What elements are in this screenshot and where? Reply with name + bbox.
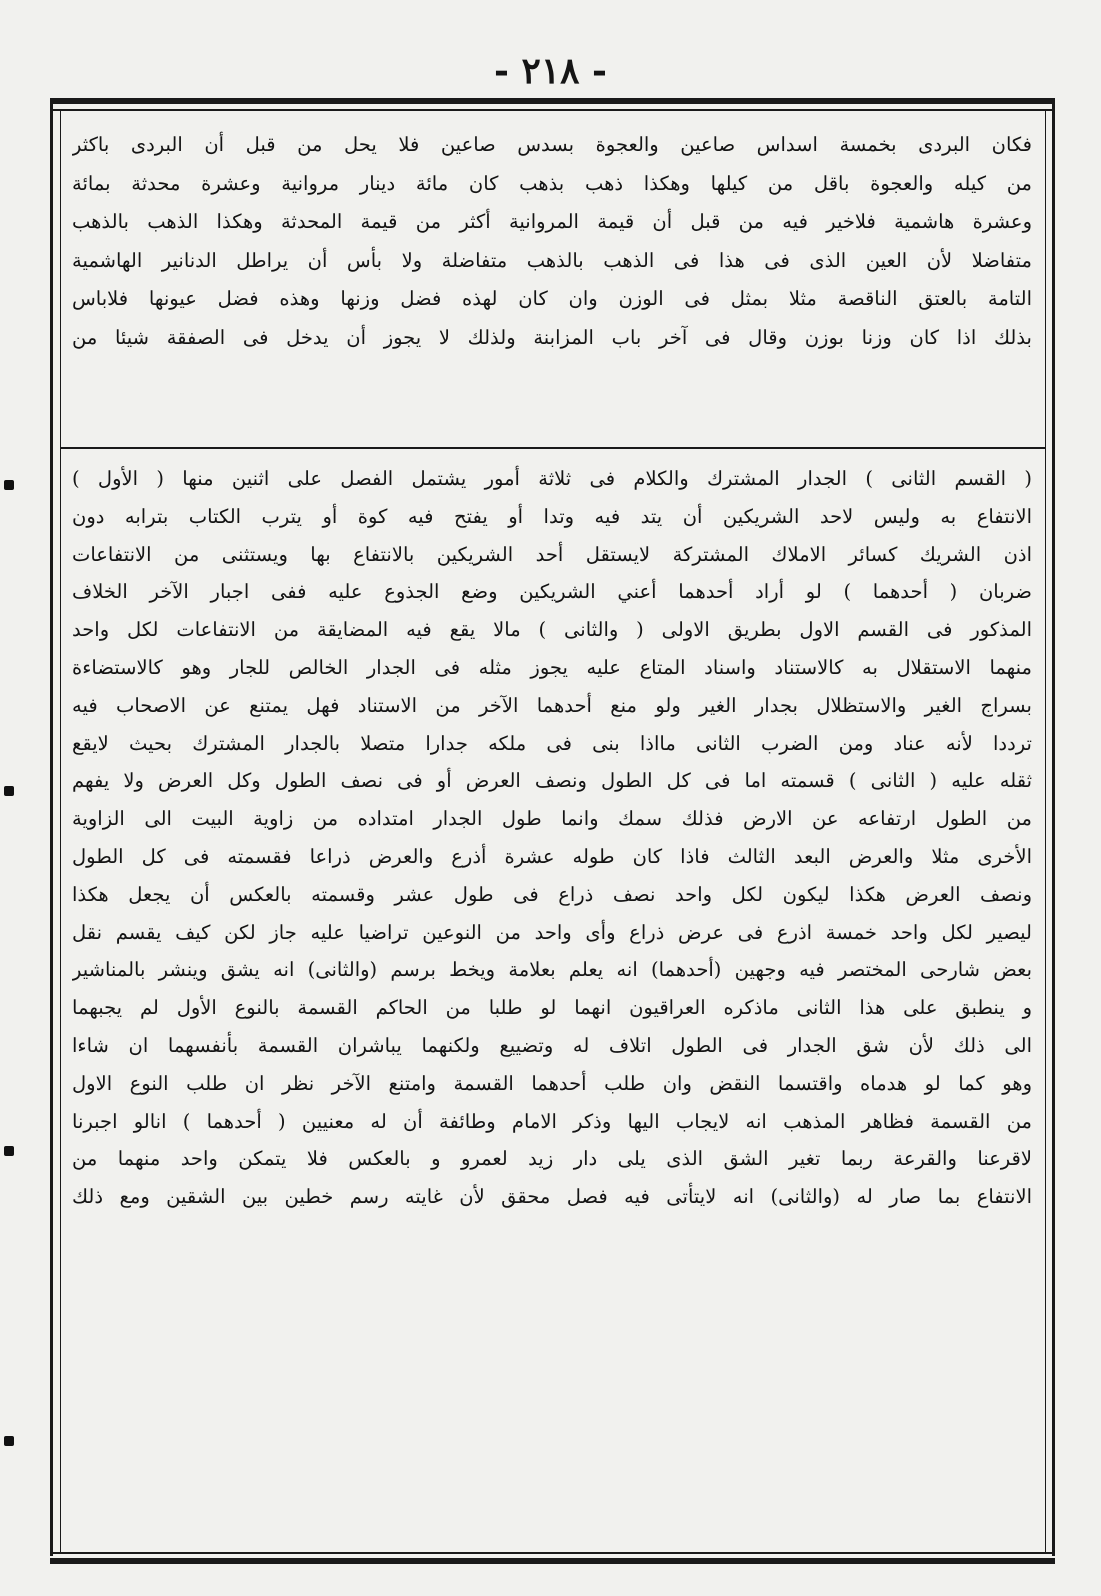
margin-ink-mark [4, 480, 14, 490]
main-line: الأخرى مثلا والعرض البعد الثالث فاذا كان طوله عشرة أذرع والعرض ذراعا فقسمته فى كل الطول [72, 844, 1032, 868]
main-line: ثقله عليه ( الثانى ) قسمته اما فى كل الطول ونصف العرض أو فى نصف الطول وكل العرض ولا يفهم [72, 769, 1032, 793]
frame-bottom-rule-thin [50, 1552, 1055, 1554]
main-line: من القسمة فظاهر المذهب انه لايجاب اليها وذكر الامام وطائفة أن له معنيين ( أحدهما ) انالو اجبرنا [72, 1109, 1032, 1133]
frame-top-rule-thin [50, 109, 1055, 111]
main-line: بسراج الغير والاستظلال بجدار الغير ولو منع أحدهما الآخر من الاستناد فهل يمتنع عن الاصحاب فيه [72, 693, 1032, 717]
main-text [72, 460, 1032, 1216]
main-line: ترددا لأنه عناد ومن الضرب الثانى مااذا بنى فى ملكه جدارا متصلا بالجدار المشترك بحيث لايقع [72, 731, 1032, 755]
main-line: بعض شارحى المختصر فيه وجهين (أحدهما) انه يعلم بعلامة ويخط برسم (والثانى) انه يشق وينشر بالمناشير [72, 958, 1032, 982]
main-line: و ينطبق على هذا الثانى ماذكره العراقيون انهما لو طلبا من الحاكم القسمة بالنوع الأول لم يجبهما [72, 996, 1032, 1020]
main-line: ضربان ( أحدهما ) لو أراد أحدهما أعني الشريكين وضع الجذوع عليه ففى اجبار الآخر الخلاف [72, 580, 1032, 604]
main-line: ( القسم الثانى ) الجدار المشترك والكلام فى ثلاثة أمور يشتمل الفصل على اثنين منها ( الأول ) [72, 467, 1032, 490]
main-line: الانتفاع به وليس لاحد الشريكين أن يتد فيه وتدا أو يفتح فيه كوة أو يترب الكتاب بترابه دون [72, 504, 1032, 528]
page-number: - ٢١٨ - [494, 50, 607, 92]
commentary-line: التامة بالعتق الناقصة مثلا بمثل فى الوزن وان كان لهذه فضل وزنها وهذه فضل عيونها فلاباس [72, 287, 1032, 310]
main-line: وهو كما لو هدماه واقتسما النقض وان طلب أحدهما القسمة وامتنع الآخر نظر ان طلب النوع الاول [72, 1071, 1032, 1095]
commentary-text [72, 126, 1032, 357]
margin-ink-mark [4, 786, 14, 796]
main-line: ونصف العرض هكذا ليكون لكل واحد نصف ذراع فى طول عشر وقسمته بالعكس أن يجعل هكذا [72, 882, 1032, 906]
main-line: اذن الشريك كسائر الاملاك المشتركة لايستقل أحد الشريكين بالانتفاع بها ويستثنى من الانتفاعات [72, 542, 1032, 566]
main-line: ليصير لكل واحد خمسة اذرع فى عرض ذراع وأى واحد من النوعين تراضيا عليه جاز لكن كيف يقسم نقل [72, 920, 1032, 944]
frame-inner-left-rule [60, 111, 61, 1552]
main-line: الى ذلك لأن شق الجدار فى الطول اتلاف له وتضييع ولكنهما يباشران القسمة بأنفسهما ان شاءا [72, 1033, 1032, 1057]
main-line: لاقرعنا والقرعة ربما تغير الشق الذى يلى دار زيد لعمرو و بالعكس فلا يتمكن واحد منهما من [72, 1147, 1032, 1171]
commentary-line: وعشرة هاشمية فلاخير فيه من قبل أن قيمة المروانية أكثر من قيمة المحدثة وهكذا الذهب بالذهب [72, 210, 1032, 233]
frame-top-rule-thick [50, 98, 1055, 104]
frame-inner-right-rule [1045, 111, 1046, 1552]
main-line: من الطول ارتفاعه عن الارض فذلك سمك وانما طول الجدار امتداده من زاوية البيت الى الزاوية [72, 807, 1032, 831]
commentary-line: بذلك اذا كان وزنا بوزن وقال فى آخر باب المزابنة ولذلك لا يجوز أن يدخل فى الصفقة شيئا من [72, 325, 1032, 349]
commentary-line: متفاضلا لأن العين الذى فى هذا فى الذهب بالذهب متفاضلة ولا بأس أن يراطل الدنانير الهاشمية [72, 248, 1032, 272]
commentary-line: فكان البردى بخمسة اسداس صاعين والعجوة بسدس صاعين فلا يحل من قبل أن البردى باكثر [72, 133, 1032, 156]
margin-ink-mark [4, 1146, 14, 1156]
main-line: منهما الاستقلال به كالاستناد واسناد المتاع عليه يجوز مثله فى الجدار الخالص للجار وهو كالاستضاءة [72, 655, 1032, 679]
commentary-line: من كيله والعجوة باقل من كيلها وهكذا ذهب بذهب كان مائة دينار مروانية وعشرة محدثة بمائة [72, 171, 1032, 195]
frame-bottom-rule-thick [50, 1558, 1055, 1564]
main-line: الانتفاع بما صار له (والثانى) انه لايتأتى فيه فصل محقق لأن غايته رسم خطين بين الشقين ومع ذلك [72, 1185, 1032, 1209]
margin-ink-mark [4, 1436, 14, 1446]
main-line: المذكور فى القسم الاول بطريق الاولى ( والثانى ) مالا يقع فيه المضايقة من الانتفاعات لكل واحد [72, 618, 1032, 642]
section-divider [61, 447, 1045, 449]
